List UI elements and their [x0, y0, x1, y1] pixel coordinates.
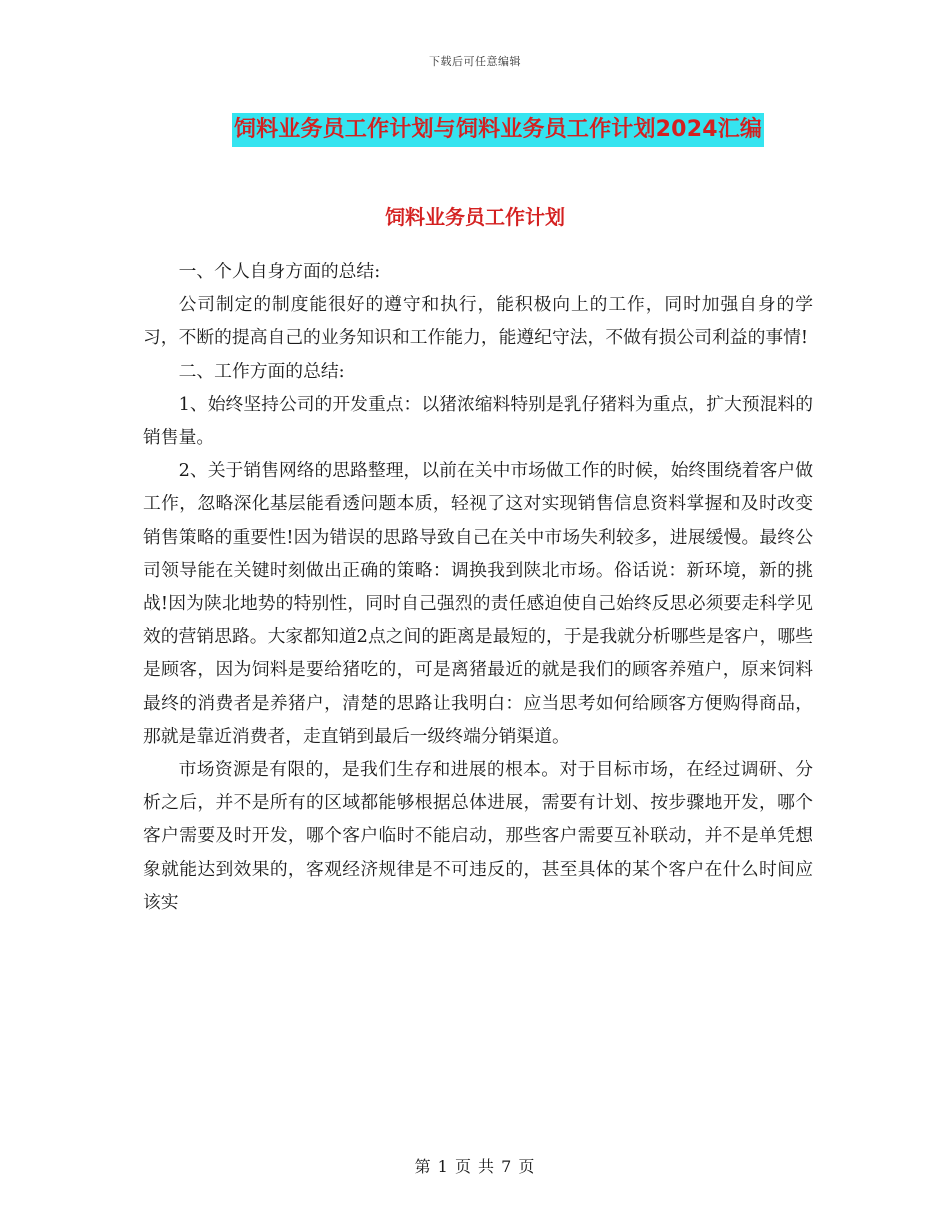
document-body — [143, 255, 813, 919]
main-title-container — [0, 113, 950, 147]
main-title: 饲料业务员工作计划与饲料业务员工作计划2024汇编 — [232, 113, 764, 147]
paragraph: 2、关于销售网络的思路整理，以前在关中市场做工作的时候，始终围绕着客户做工作，忽略深化基层能看透问题本质，轻视了这对实现销售信息资料掌握和及时改变销售策略的重要性!因为错误的思路导致自己在关中市场失利较多，进展缓慢。最终公司领导能在关键时刻做出正确的策略：调换我到陕北市场。俗话说：新环境，新的挑战!因为陕北地势的特别性，同时自己强烈的责任感迫使自己始终反思必须要走科学见效的营销思路。大家都知道2点之间的距离是最短的，于是我就分析哪些是客户，哪些是顾客，因为饲料是要给猪吃的，可是离猪最近的就是我们的顾客养殖户，原来饲料最终的消费者是养猪户，清楚的思路让我明白：应当思考如何给顾客方便购得商品，那就是靠近消费者，走直销到最后一级终端分销渠道。 — [143, 460, 813, 747]
paragraph: 市场资源是有限的，是我们生存和进展的根本。对于目标市场，在经过调研、分析之后，并不是所有的区域都能够根据总体进展，需要有计划、按步骤地开发，哪个客户需要及时开发，哪个客户临时不能启动，那些客户需要互补联动，并不是单凭想象就能达到效果的，客观经济规律是不可违反的，甚至具体的某个客户在什么时间应该实 — [143, 759, 813, 913]
paragraph: 1、始终坚持公司的开发重点：以猪浓缩料特别是乳仔猪料为重点，扩大预混料的销售量。 — [143, 393, 813, 449]
page-number: 第 1 页 共 7 页 — [414, 1157, 536, 1176]
page-header-note: 下载后可任意编辑 — [429, 55, 521, 68]
paragraph: 公司制定的制度能很好的遵守和执行，能积极向上的工作，同时加强自身的学习，不断的提高自己的业务知识和工作能力，能遵纪守法，不做有损公司利益的事情! — [143, 294, 813, 349]
paragraph: 二、工作方面的总结: — [178, 360, 345, 382]
section-title: 饲料业务员工作计划 — [385, 205, 565, 229]
paragraph: 一、个人自身方面的总结: — [178, 261, 381, 282]
